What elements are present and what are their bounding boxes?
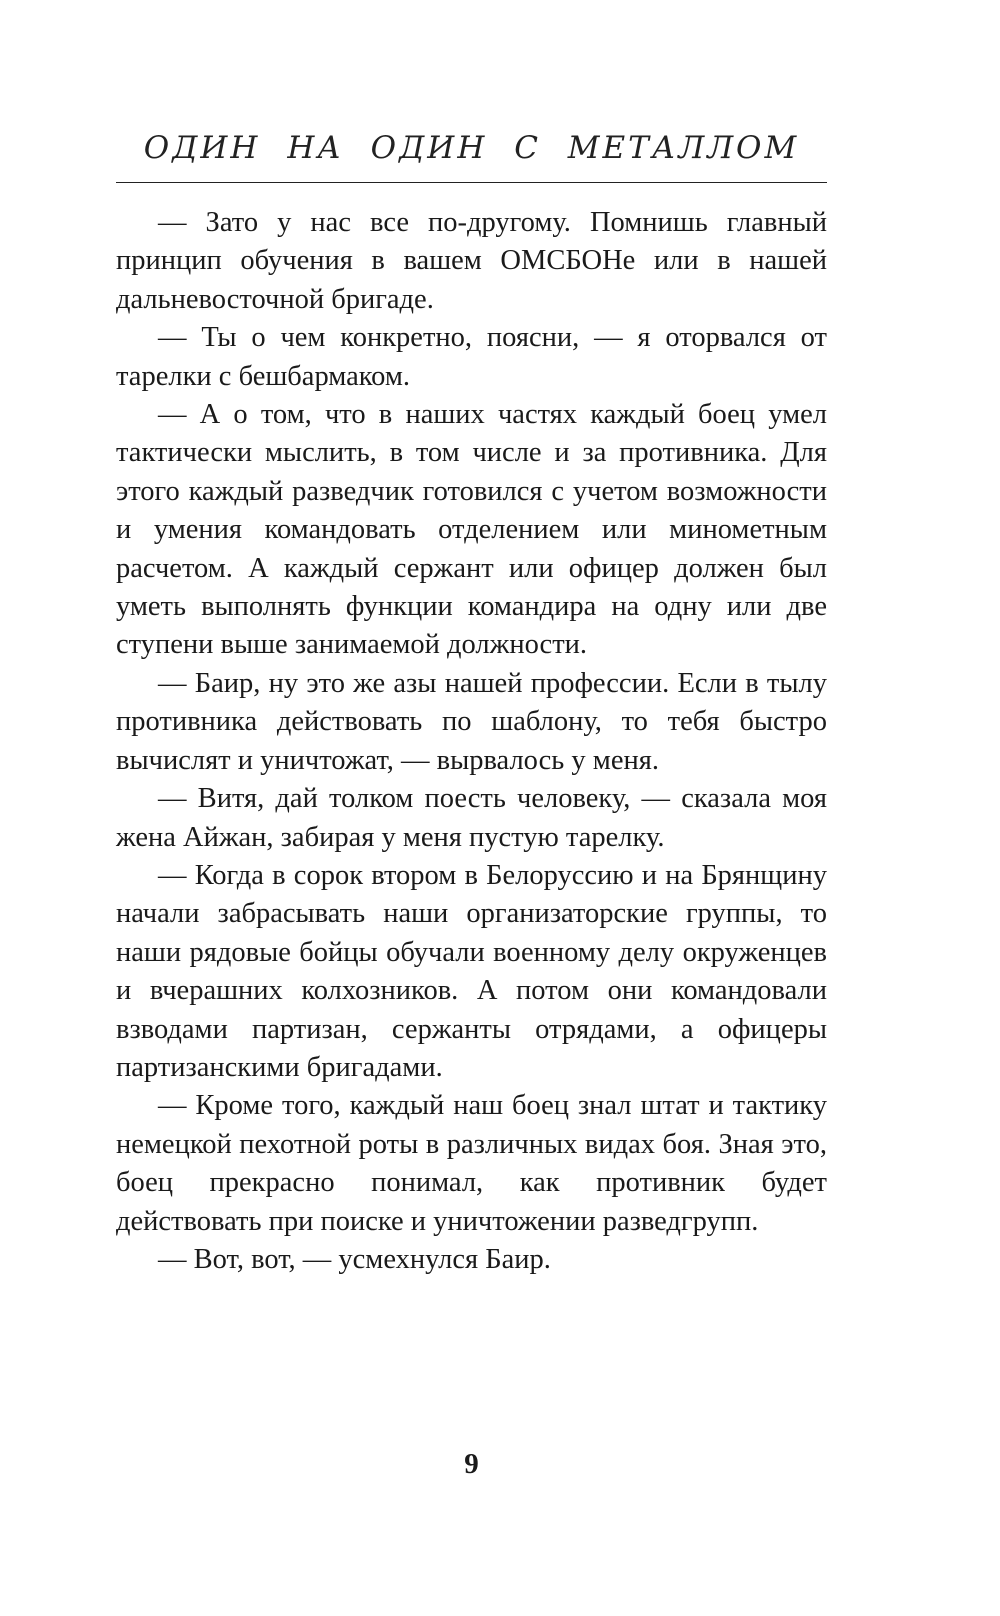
paragraph: — Кроме того, каждый наш боец знал штат и тактику немецкой пехотной роты в различных видах боя. Зная это, боец прекрасно понимал, как противник будет действовать при поиске и уничтожении разведгрупп.	[116, 1090, 827, 1237]
running-head: ОДИН НА ОДИН С МЕТАЛЛОМ	[143, 130, 800, 166]
book-page	[116, 0, 827, 1616]
paragraph: — Вот, вот, — усмехнулся Баир.	[158, 1243, 551, 1275]
paragraph: — Баир, ну это же азы нашей профессии. Если в тылу противника действовать по шаблону, то тебя быстро вычислят и уничтожат, — вырвалось у меня.	[116, 667, 827, 776]
paragraph: — Ты о чем конкретно, поясни, — я оторвался от тарелки с бешбармаком.	[116, 322, 827, 392]
paragraph: — Зато у нас все по-другому. Помнишь главный принцип обучения в вашем ОМСБОНе или в нашей дальневосточной бригаде.	[116, 207, 827, 315]
paragraph: — Витя, дай толком поесть человеку, — сказала моя жена Айжан, забирая у меня пустую тарелку.	[116, 783, 827, 853]
paragraph: — А о том, что в наших частях каждый боец умел тактически мыслить, в том числе и за противника. Для этого каждый разведчик готовился с учетом возможности и умения командовать отделением или минометным расчетом. А каждый сержант или офицер должен был уметь выполнять функции командира на одну или две ступени выше занимаемой должности.	[116, 399, 827, 661]
page-number: 9	[464, 1448, 479, 1480]
header-rule	[116, 182, 827, 183]
body-text	[116, 204, 827, 1279]
paragraph: — Когда в сорок втором в Белоруссию и на Брянщину начали забрасывать наши организаторские группы, то наши рядовые бойцы обучали военному делу окруженцев и вчерашних колхозников. А потом они командовали взводами партизан, сержанты отрядами, а офицеры партизанскими бригадами.	[116, 859, 827, 1083]
